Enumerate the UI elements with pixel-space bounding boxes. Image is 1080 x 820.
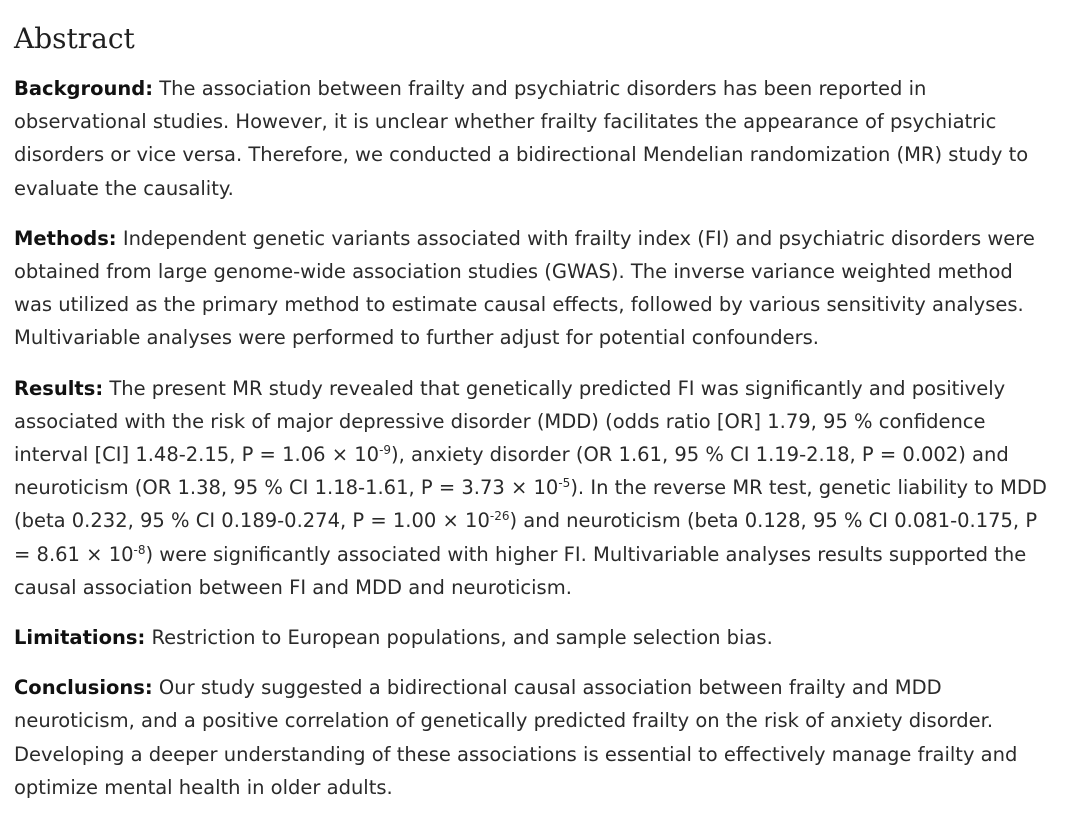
limitations-text: Restriction to European populations, and sample selection bias.: [151, 626, 773, 650]
conclusions-text: Our study suggested a bidirectional causal association between frailty and MDD neuroticism, and a positive correlation of genetically predicted frailty on the risk of anxiety disorder. Developing a deeper understanding of these associations is essential to effectively manage frailty and optimize mental health in older adults.: [14, 676, 1018, 799]
results-exponent: -8: [133, 542, 146, 557]
methods-text: Independent genetic variants associated with frailty index (FI) and psychiatric disorders were obtained from large genome-wide association studies (GWAS). The inverse variance weighted method was utilized as the primary method to estimate causal effects, followed by various sensitivity analyses. Multivariable analyses were performed to further adjust for potential confounders.: [14, 226, 1035, 350]
background-text: The association between frailty and psychiatric disorders has been reported in observational studies. However, it is unclear whether frailty facilitates the appearance of psychiatric disorders or vice versa. Therefore, we conducted a bidirectional Mendelian randomization (MR) study to evaluate the causality.: [14, 77, 1029, 200]
results-exponent: -5: [558, 476, 571, 491]
results-section: [14, 372, 1054, 604]
results-label: Results:: [14, 376, 104, 400]
results-exponent: -9: [379, 443, 392, 458]
limitations-section: [14, 621, 1054, 654]
results-text-part: ), anxiety disorder (OR 1.61, 95 % CI 1.19-2.18, P = 0.002) and neuroticism (OR 1.38, 95 % CI 1.18-1.61, P = 3.73 × 10: [14, 443, 1009, 500]
results-text-part: The present MR study revealed that genetically predicted FI was significantly and positively associated with the risk of major depressive disorder (MDD) (odds ratio [OR] 1.79, 95 % confidence interval [CI] 1.48-2.15, P = 1.06 × 10: [14, 376, 1006, 467]
methods-section: [14, 222, 1054, 355]
conclusions-label: Conclusions:: [14, 676, 153, 700]
results-text-part: ) and neuroticism (beta 0.128, 95 % CI 0.081-0.175, P = 8.61 × 10: [14, 509, 1038, 566]
results-exponent: -26: [489, 509, 510, 524]
results-text-part: ) were significantly associated with higher FI. Multivariable analyses results supported the causal association between FI and MDD and neuroticism.: [14, 542, 1027, 599]
background-section: [14, 72, 1054, 205]
results-text-part: ). In the reverse MR test, genetic liability to MDD (beta 0.232, 95 % CI 0.189-0.274, P = 1.00 × 10: [14, 476, 1047, 533]
limitations-label: Limitations:: [14, 626, 146, 650]
conclusions-section: [14, 671, 1054, 804]
methods-label: Methods:: [14, 226, 117, 250]
abstract-title: Abstract: [14, 22, 135, 55]
background-label: Background:: [14, 77, 154, 100]
